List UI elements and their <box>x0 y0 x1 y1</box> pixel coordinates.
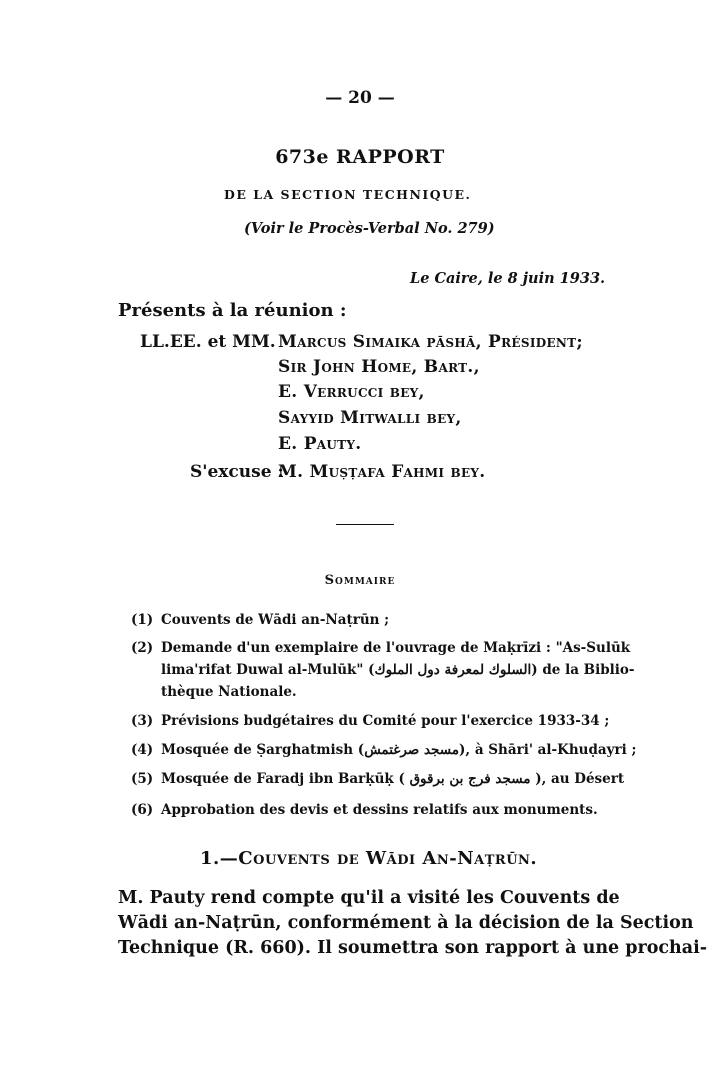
item-text: Demande d'un exemplaire de l'ouvrage de Maḳrīzi : "As-Sulūk <box>161 640 631 656</box>
dateline: Le Caire, le 8 juin 1933. <box>410 270 606 287</box>
attendee-name: Sayyid Mitwalli bey, <box>278 408 462 428</box>
section-divider <box>336 524 394 525</box>
attendee-name: Sir John Home, Bart., <box>278 357 480 377</box>
page-number: — 20 — <box>325 88 395 108</box>
sommaire-title: Sommaire <box>324 573 396 588</box>
proces-verbal-reference: (Voir le Procès-Verbal No. 279) <box>244 220 495 237</box>
item-text: Prévisions budgétaires du Comité pour l'exercice 1933-34 ; <box>161 713 610 729</box>
body-text-line: Technique (R. 660). Il soumettra son rapport à une prochai- <box>118 938 708 958</box>
item-text: Couvents de Wādi an-Naṭrūn ; <box>161 612 390 628</box>
attendee-name: E. Verrucci bey, <box>278 382 425 402</box>
item-number: (3) <box>131 713 154 729</box>
attendee-lead: LL.EE. et MM. <box>140 332 276 352</box>
body-text-line: M. Pauty rend compte qu'il a visité les Couvents de <box>118 888 620 908</box>
item-number: (4) <box>131 742 154 758</box>
item-number: (5) <box>131 771 154 787</box>
body-text-line: Wādi an-Naṭrūn, conformément à la décision de la Section <box>118 913 694 933</box>
item-text: Mosquée de Ṣarghatmish (مسجد صرغتمش), à Shāri' al-Khuḍayri ; <box>161 742 637 758</box>
report-title: 673e RAPPORT <box>275 146 445 168</box>
item-continuation: thèque Nationale. <box>161 684 297 700</box>
item-number: (2) <box>131 640 154 656</box>
attendee-name: E. Pauty. <box>278 434 362 454</box>
item-continuation: lima'rifat Duwal al-Mulūk" (السلوك لمعرفة دول الملوك) de la Biblio- <box>161 662 635 678</box>
item-number: (6) <box>131 802 154 818</box>
section-heading: 1.—Couvents de Wādi An-Naṭrūn. <box>200 848 538 869</box>
sommaire-item <box>131 742 636 758</box>
sommaire-item <box>131 640 630 656</box>
item-text: Approbation des devis et dessins relatifs aux monuments. <box>161 802 598 818</box>
sommaire-item <box>131 802 598 818</box>
excuse-name: M. Muṣṭafa Fahmi bey. <box>278 462 486 482</box>
sommaire-item <box>131 771 624 787</box>
sommaire-item <box>131 713 609 729</box>
sommaire-item <box>131 612 389 628</box>
item-text: Mosquée de Faradj ibn Barḳūḳ ( مسجد فرج بن برقوق ), au Désert <box>161 771 625 787</box>
presents-label: Présents à la réunion : <box>118 300 347 321</box>
attendee-name: Marcus Simaika pāshā, Président; <box>278 332 583 352</box>
report-subtitle: DE LA SECTION TECHNIQUE. <box>224 187 472 202</box>
excuse-lead: S'excuse : <box>190 462 284 482</box>
item-number: (1) <box>131 612 154 628</box>
